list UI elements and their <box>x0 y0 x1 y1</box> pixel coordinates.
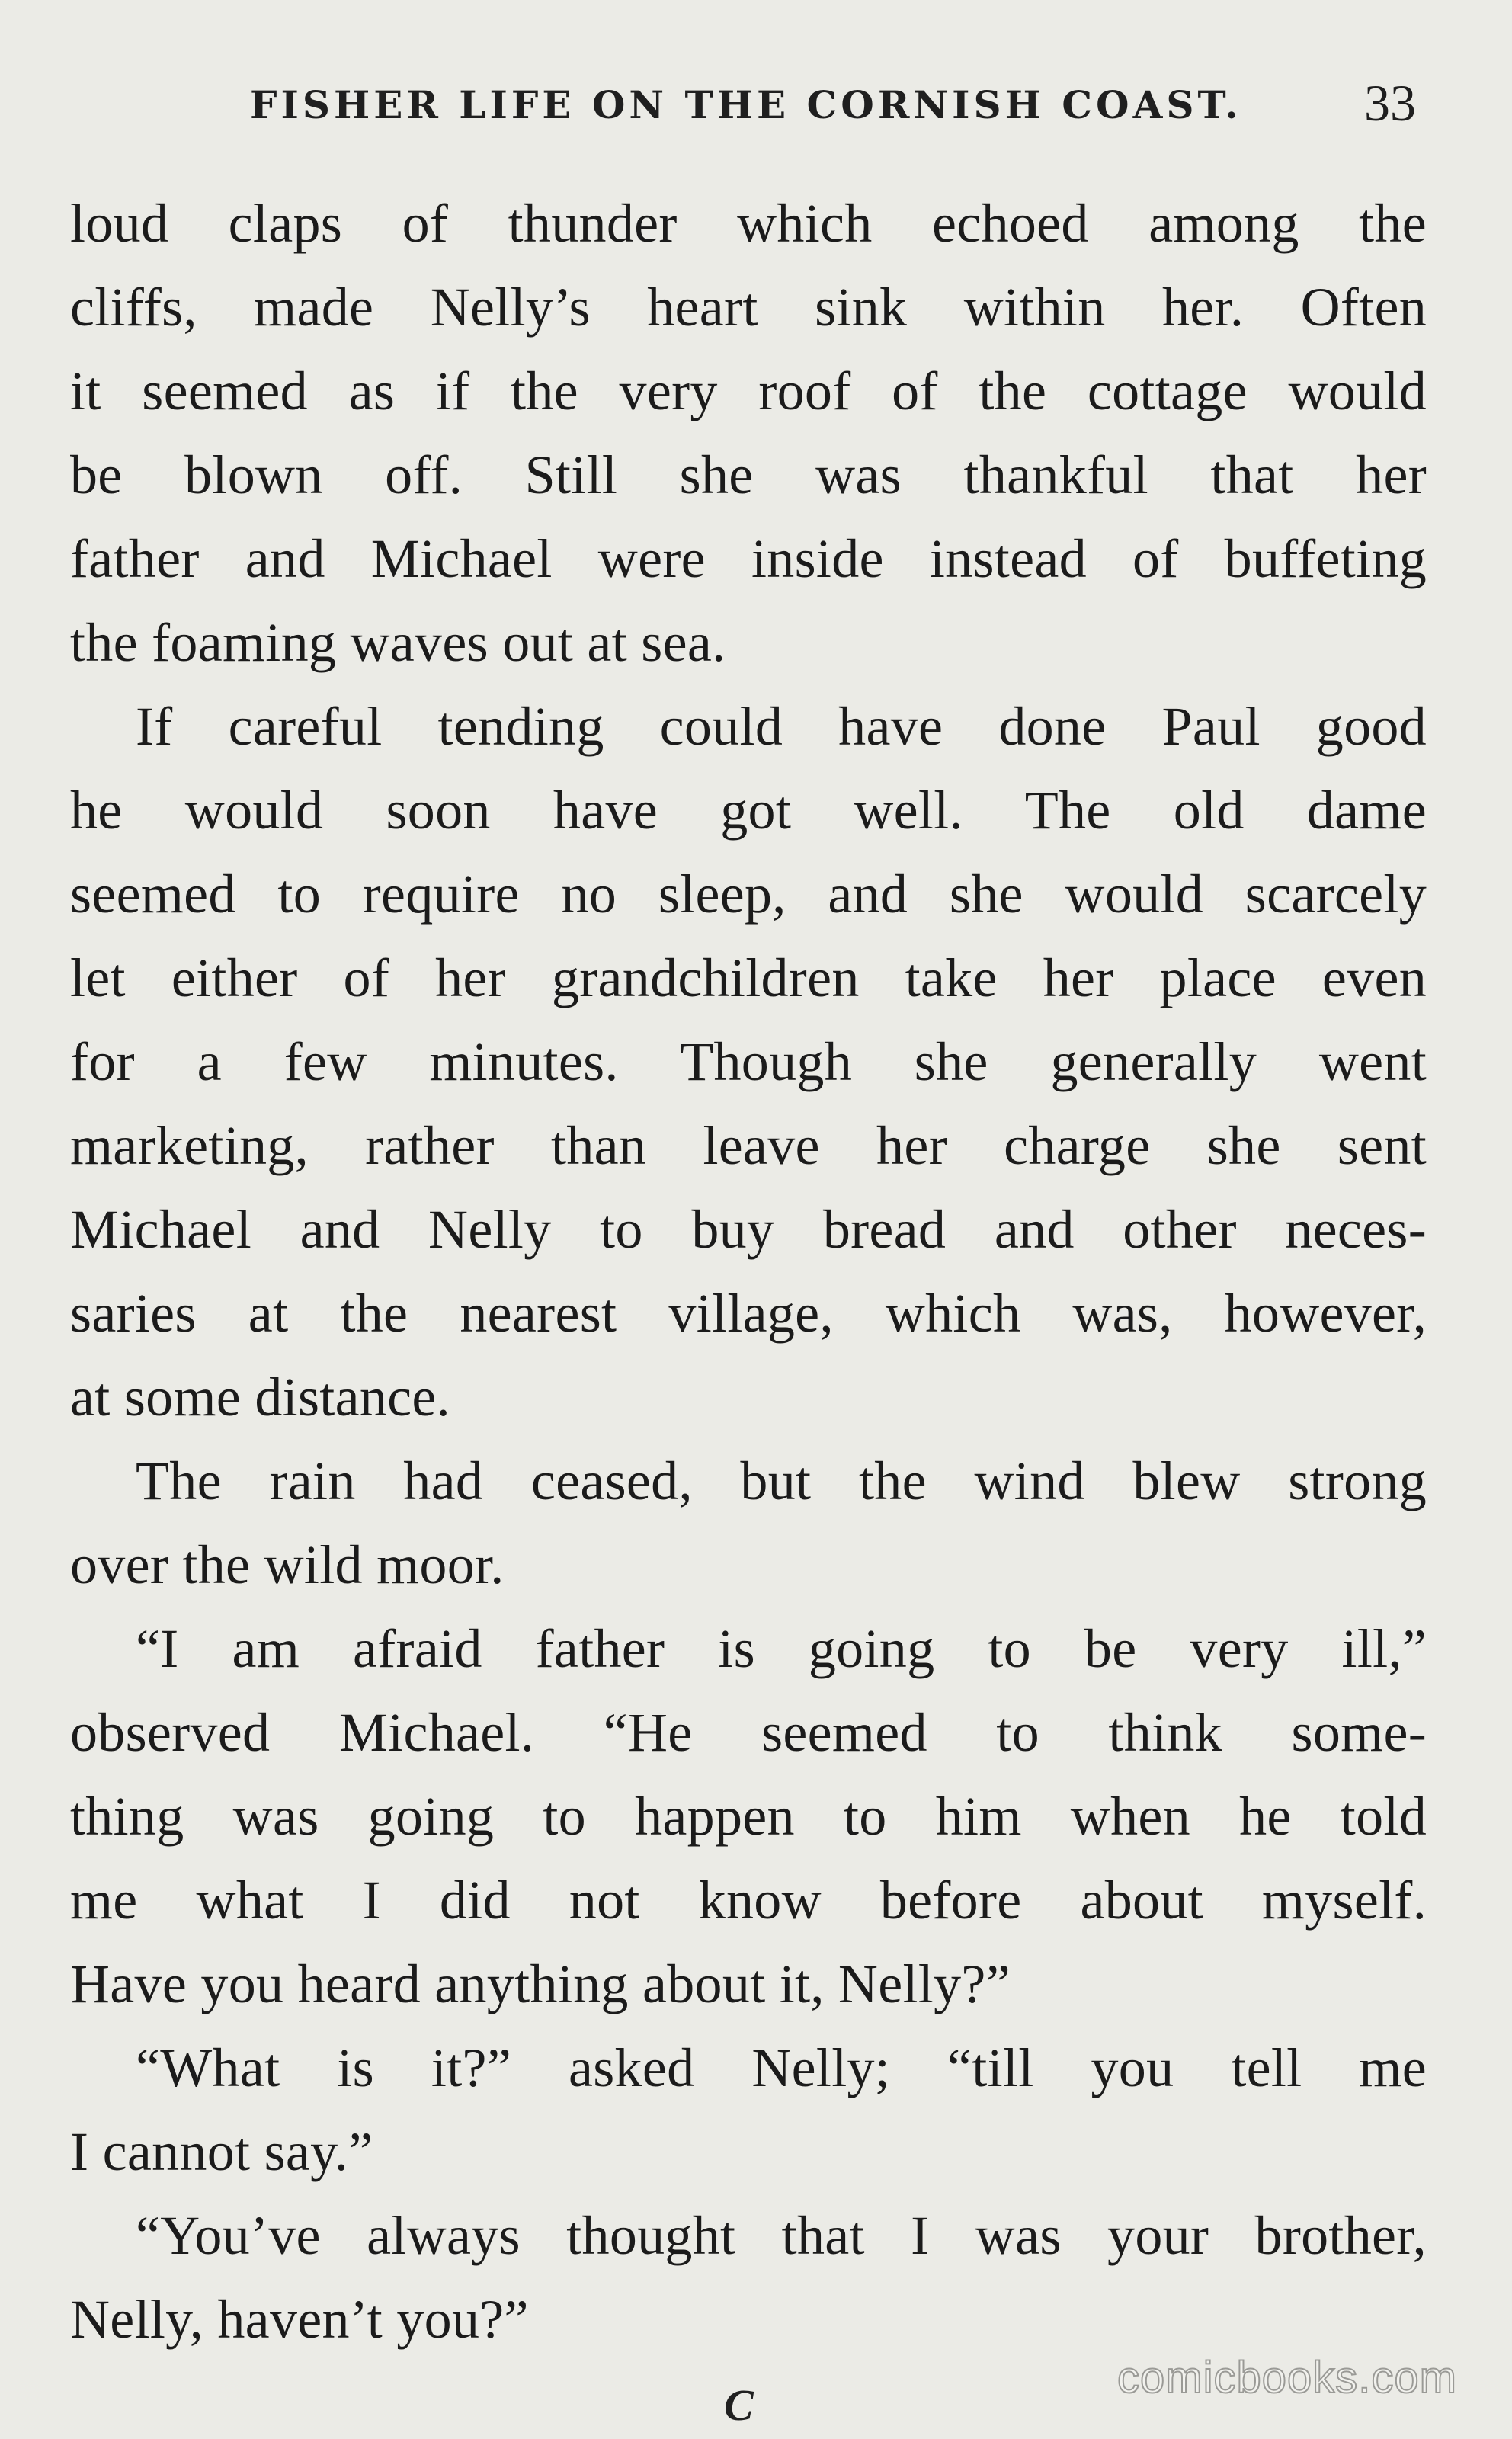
text-line: The rain had ceased, but the wind blew strong <box>136 1450 1427 1511</box>
text-line: thing was going to happen to him when he told <box>70 1786 1427 1847</box>
text-line: Michael and Nelly to buy bread and other neces- <box>70 1199 1427 1260</box>
text-line: father and Michael were inside instead of buffeting <box>70 528 1427 589</box>
signature-mark: C <box>724 2380 754 2430</box>
text-line: “What is it?” asked Nelly; “till you tell me <box>136 2037 1427 2098</box>
page-number: 33 <box>1364 74 1416 132</box>
text-line: over the wild moor. <box>70 1534 505 1595</box>
text-line: I cannot say.” <box>70 2121 373 2182</box>
text-line: Have you heard anything about it, Nelly?” <box>70 1953 1011 2014</box>
text-line: me what I did not know before about myself. <box>70 1870 1427 1931</box>
text-line: he would soon have got well. The old dame <box>70 780 1427 841</box>
text-line: let either of her grandchildren take her place even <box>70 947 1427 1008</box>
text-line: be blown off. Still she was thankful that her <box>70 444 1427 505</box>
watermark: comicbooks.com <box>1117 2353 1457 2402</box>
text-line: marketing, rather than leave her charge she sent <box>70 1115 1427 1176</box>
text-line: seemed to require no sleep, and she would scarcely <box>70 864 1427 925</box>
running-head-title: FISHER LIFE ON THE CORNISH COAST. <box>250 82 1242 127</box>
text-line: observed Michael. “He seemed to think some- <box>70 1702 1427 1763</box>
body-text <box>70 181 1427 2361</box>
text-line: saries at the nearest village, which was, however, <box>70 1283 1427 1344</box>
text-line: Nelly, haven’t you?” <box>70 2289 529 2350</box>
text-line: the foaming waves out at sea. <box>70 612 726 673</box>
text-line: “I am afraid father is going to be very ill,” <box>136 1618 1427 1679</box>
text-line: for a few minutes. Though she generally went <box>70 1031 1427 1092</box>
text-line: “You’ve always thought that I was your brother, <box>136 2205 1427 2266</box>
text-line: cliffs, made Nelly’s heart sink within her. Often <box>70 277 1427 338</box>
text-line: loud claps of thunder which echoed among the <box>70 193 1427 254</box>
text-line: it seemed as if the very roof of the cottage would <box>70 361 1427 421</box>
text-line: If careful tending could have done Paul good <box>136 696 1427 757</box>
text-line: at some distance. <box>70 1367 450 1428</box>
